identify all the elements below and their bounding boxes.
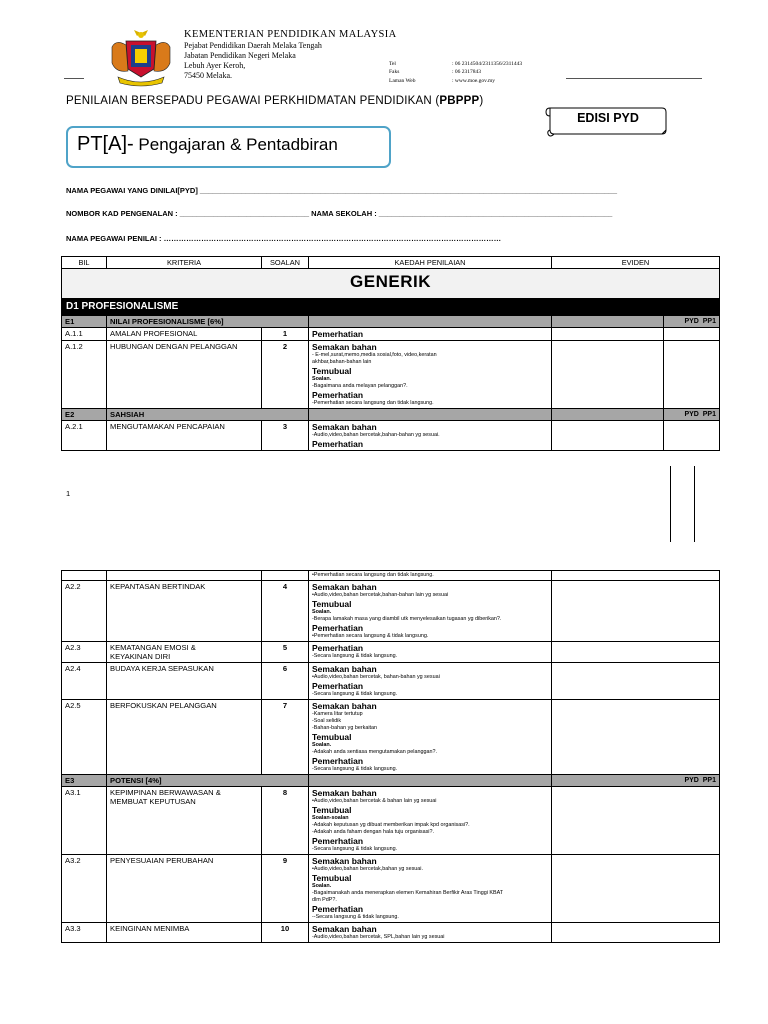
kaedah-note: •Audio,video,bahan bercetak,bahan yg sesuai. (312, 866, 423, 872)
kaedah-heading: Semakan bahan (312, 582, 377, 592)
row-eviden[interactable] (552, 341, 664, 409)
row-kaedah (309, 923, 552, 943)
row-eviden[interactable] (552, 787, 720, 855)
kaedah-heading: Pemerhatian (312, 643, 364, 653)
kaedah-heading: Semakan bahan (312, 924, 377, 934)
assessment-table-1 (61, 256, 720, 451)
row-eviden[interactable] (552, 855, 720, 923)
letterhead-line: Lebuh Ayer Keroh, (184, 61, 246, 70)
row-bil: A2.3 (62, 642, 107, 663)
title-prefix: PENILAIAN BERSEPADU PEGAWAI PERKHIDMATAN PENDIDIKAN ( (66, 95, 440, 107)
generik-heading: GENERIK (62, 269, 720, 299)
kaedah-note: Soalan-soalan (312, 815, 349, 821)
contact-value: : 06 2317843 (452, 69, 482, 76)
letterhead-line: Jabatan Pendidikan Negeri Melaka (184, 51, 296, 60)
field-nama-pyd[interactable]: NAMA PEGAWAI YANG DINILAI[PYD] ____________________________________________________________________________________________________ (66, 186, 618, 195)
kaedah-note: -Adakah anda sentiasa mengutamakan pelanggan?. (312, 749, 437, 755)
kaedah-note: -Adakah keputusan yg dibuat memberikan impak kpd organisasi?. (312, 822, 470, 828)
kaedah-heading: Temubual (312, 599, 352, 609)
kaedah-note: •Pemerhatian secara langsung & tidak langsung. (312, 633, 429, 639)
pp1-label: PP1 (702, 777, 716, 784)
row-kaedah (309, 341, 552, 409)
kaedah-note: -Bagaimanakah anda menerapkan elemen Kemahiran Berfikir Aras Tinggi KBAT (312, 890, 504, 896)
row-kaedah (309, 787, 552, 855)
row-soalan: 5 (262, 642, 309, 663)
kaedah-heading: Pemerhatian (312, 681, 364, 691)
kaedah-heading: Temubual (312, 366, 352, 376)
field-kad-sekolah[interactable]: NOMBOR KAD PENGENALAN : _______________________________ NAMA SEKOLAH : ________________________________________________________ (66, 209, 613, 218)
pyd-label: PYD (684, 777, 699, 784)
kriteria-line: KEYAKINAN DIRI (110, 652, 171, 661)
pyd-pp1-label (664, 409, 720, 421)
kaedah-heading: Pemerhatian (312, 439, 364, 449)
letterhead-text (184, 29, 397, 81)
contact-values (452, 60, 522, 85)
row-kriteria: KEINGINAN MENIMBA (107, 923, 262, 943)
malaysia-crest-logo (104, 27, 178, 89)
kaedah-note: -Berapa lamakah masa yang diambil utk menyelesaikan tugasan yg diberikan?. (312, 616, 502, 622)
kaedah-note: -Secara langsung & tidak langsung. (312, 766, 398, 772)
row-soalan: 8 (262, 787, 309, 855)
row-soalan: 2 (262, 341, 309, 409)
assessment-table-2 (61, 570, 720, 943)
row-soalan: 9 (262, 855, 309, 923)
section-row (62, 316, 720, 328)
header-eviden: EVIDEN (552, 257, 720, 269)
row-bil: A.2.1 (62, 421, 107, 451)
row-kriteria: PENYESUAIAN PERUBAHAN (107, 855, 262, 923)
kaedah-note: - E-mel,surat,memo,media sosial,foto, video,keratan (312, 352, 437, 358)
row-eviden[interactable] (552, 663, 720, 700)
title-acronym: PBPPP (439, 95, 480, 107)
pyd-label: PYD (684, 411, 699, 418)
section-label: POTENSI [4%] (107, 775, 309, 787)
kaedah-note: Soalan. (312, 609, 332, 615)
table-row (62, 787, 720, 855)
kaedah-heading: Pemerhatian (312, 904, 364, 914)
row-bil: A3.2 (62, 855, 107, 923)
section-code: E1 (62, 316, 107, 328)
row-bil: A.1.1 (62, 328, 107, 341)
section-label: SAHSIAH (107, 409, 309, 421)
contact-label: Laman Web (389, 77, 416, 84)
row-eviden[interactable] (552, 328, 664, 341)
pt-title (77, 133, 338, 156)
kaedah-note: dlm PdP?. (312, 897, 337, 903)
kaedah-heading: Semakan bahan (312, 701, 377, 711)
row-kriteria: HUBUNGAN DENGAN PELANGGAN (107, 341, 262, 409)
kaedah-note: •Pemerhatian secara langsung dan tidak langsung. (312, 572, 434, 578)
row-kaedah (309, 571, 552, 581)
kaedah-note: -Bahan-bahan yg berkaitan (312, 725, 378, 731)
pt-code: PT[A]- (77, 133, 134, 155)
kaedah-note: -Secara langsung & tidak langsung. (312, 846, 398, 852)
row-bil: A3.3 (62, 923, 107, 943)
contact-value: : www.moe.gov.my (452, 77, 495, 84)
kaedah-heading: Pemerhatian (312, 329, 364, 339)
row-kriteria: KEPANTASAN BERTINDAK (107, 581, 262, 642)
table-row (62, 663, 720, 700)
row-kaedah (309, 421, 552, 451)
kaedah-note: -Bagaimana anda melayan pelanggan?. (312, 383, 408, 389)
letterhead-line: 75450 Melaka. (184, 71, 232, 80)
kaedah-note: Soalan. (312, 376, 332, 382)
row-kaedah (309, 700, 552, 775)
title-suffix: ) (479, 95, 484, 107)
row-bil: A.1.2 (62, 341, 107, 409)
row-eviden[interactable] (552, 642, 720, 663)
header-soalan: SOALAN (262, 257, 309, 269)
row-kriteria: BERFOKUSKAN PELANGGAN (107, 700, 262, 775)
row-bil: A2.5 (62, 700, 107, 775)
pyd-pp1-label (552, 775, 720, 787)
contact-label: Faks (389, 69, 400, 76)
table-row (62, 571, 720, 581)
table-row (62, 341, 720, 409)
pyd-label: PYD (684, 318, 699, 325)
table-row (62, 581, 720, 642)
table-row (62, 923, 720, 943)
table-row (62, 855, 720, 923)
d1-heading: D1 PROFESIONALISME (62, 299, 720, 316)
kaedah-note: -Adakah anda faham dengan hala tuju organisasi?. (312, 829, 434, 835)
kaedah-heading: Pemerhatian (312, 836, 364, 846)
row-kaedah (309, 663, 552, 700)
row-kaedah (309, 581, 552, 642)
letterhead-line: Pejabat Pendidikan Daerah Melaka Tengah (184, 41, 322, 50)
header-bil: BIL (62, 257, 107, 269)
kriteria-line: KEMATANGAN EMOSI & (110, 643, 196, 652)
contact-value: : 06 2314504/2311356/2311443 (452, 61, 523, 67)
letterhead-rule-left (64, 78, 84, 79)
section-code: E3 (62, 775, 107, 787)
kaedah-note: •Audio,video,bahan bercetak & bahan lain yg sesuai (312, 798, 437, 804)
table-row (62, 421, 720, 451)
table-row (62, 642, 720, 663)
letterhead-rule-right (566, 78, 702, 79)
kaedah-heading: Semakan bahan (312, 856, 377, 866)
row-kaedah (309, 328, 552, 341)
page-number: 1 (66, 489, 71, 498)
edisi-label: EDISI PYD (577, 111, 639, 125)
score-line (694, 466, 695, 542)
row-eviden[interactable] (552, 581, 720, 642)
kaedah-note: Soalan. (312, 883, 332, 889)
table-header-row (62, 257, 720, 269)
row-kriteria (107, 787, 262, 855)
kaedah-note: -Audio,video,bahan bercetak,bahan-bahan yg sesuai. (312, 432, 440, 438)
row-score[interactable] (664, 328, 720, 341)
row-kriteria: BUDAYA KERJA SEPASUKAN (107, 663, 262, 700)
contact-label: Tel (389, 61, 396, 67)
kriteria-line: MEMBUAT KEPUTUSAN (110, 797, 196, 806)
kriteria-line: KEPIMPINAN BERWAWASAN & (110, 788, 221, 797)
document-title (66, 95, 483, 107)
kaedah-heading: Semakan bahan (312, 788, 377, 798)
pyd-pp1-label (664, 316, 720, 328)
kaedah-note: -Secara langsung & tidak langsung. (312, 691, 398, 697)
row-soalan: 1 (262, 328, 309, 341)
kaedah-heading: Pemerhatian (312, 390, 364, 400)
row-eviden[interactable] (552, 700, 720, 775)
row-eviden[interactable] (552, 571, 720, 581)
kaedah-heading: Temubual (312, 805, 352, 815)
row-bil: A3.1 (62, 787, 107, 855)
contact-labels (389, 60, 416, 85)
kaedah-note: -Audio,video,bahan bercetak, SPL,bahan lain yg sesuai (312, 934, 445, 940)
ministry-name: KEMENTERIAN PENDIDIKAN MALAYSIA (184, 29, 397, 40)
section-label: NILAI PROFESIONALISME [6%] (107, 316, 309, 328)
kaedah-note: Soalan. (312, 742, 332, 748)
section-row (62, 775, 720, 787)
header-kriteria: KRITERIA (107, 257, 262, 269)
row-soalan: 7 (262, 700, 309, 775)
pp1-label: PP1 (702, 411, 716, 418)
row-kaedah (309, 855, 552, 923)
kaedah-heading: Semakan bahan (312, 422, 377, 432)
row-soalan: 6 (262, 663, 309, 700)
kaedah-note: -Soal selidik (312, 718, 342, 724)
kaedah-note: akhbar,bahan-bahan lain (312, 359, 372, 365)
row-score[interactable] (664, 341, 720, 409)
pp1-label: PP1 (702, 318, 716, 325)
row-kriteria: AMALAN PROFESIONAL (107, 328, 262, 341)
header-kaedah: KAEDAH PENILAIAN (309, 257, 552, 269)
kaedah-heading: Semakan bahan (312, 664, 377, 674)
kaedah-heading: Semakan bahan (312, 342, 377, 352)
row-kriteria: MENGUTAMAKAN PENCAPAIAN (107, 421, 262, 451)
row-kriteria (107, 642, 262, 663)
kaedah-note: •Audio,video,bahan bercetak,bahan-bahan lain yg sesuai (312, 592, 449, 598)
kaedah-heading: Temubual (312, 873, 352, 883)
section-code: E2 (62, 409, 107, 421)
row-soalan: 3 (262, 421, 309, 451)
row-eviden[interactable] (552, 923, 720, 943)
row-kaedah (309, 642, 552, 663)
kaedah-note: •Audio,video,bahan bercetak, bahan-bahan yg sesuai (312, 674, 440, 680)
kaedah-heading: Temubual (312, 732, 352, 742)
row-eviden[interactable] (552, 421, 664, 451)
row-bil: A2.2 (62, 581, 107, 642)
kaedah-note: --Secara langsung & tidak langsung. (312, 914, 399, 920)
section-row (62, 409, 720, 421)
row-soalan: 10 (262, 923, 309, 943)
kaedah-heading: Pemerhatian (312, 623, 364, 633)
pt-name: Pengajaran & Pentadbiran (133, 135, 338, 154)
field-penilai[interactable]: NAMA PEGAWAI PENILAI : ……………………………………………………………………………………………………………………… (66, 234, 502, 243)
kaedah-note: -Pemerhatian secara langsung dan tidak langsung. (312, 400, 434, 406)
kaedah-note: -Secara langsung & tidak langsung. (312, 653, 398, 659)
table-row (62, 328, 720, 341)
kaedah-note: -Kamera litar tertutup (312, 711, 363, 717)
score-line (670, 466, 671, 542)
row-soalan: 4 (262, 581, 309, 642)
kaedah-heading: Pemerhatian (312, 756, 364, 766)
row-bil: A2.4 (62, 663, 107, 700)
row-score[interactable] (664, 421, 720, 451)
table-row (62, 700, 720, 775)
